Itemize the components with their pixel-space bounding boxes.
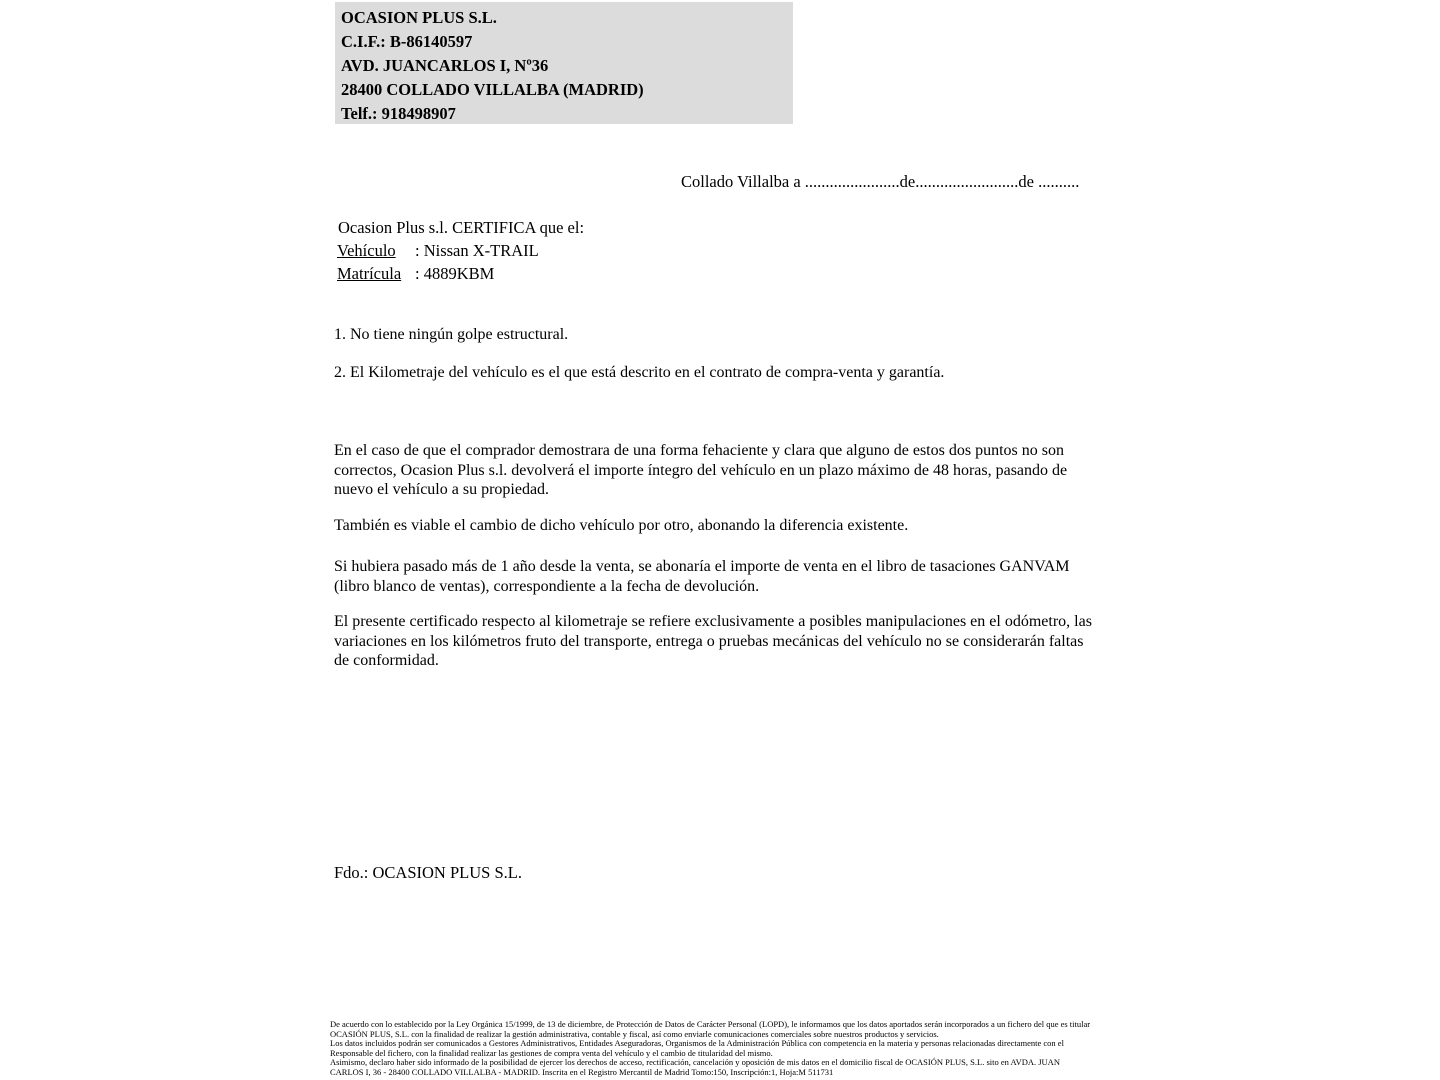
footer-line-3: Los datos incluidos podrán ser comunicados a Gestores Administrativos, Entidades Aseguradoras, Organismos de la Administración Pública con competencia en la materia y personas relacionadas directamente con el — [330, 1038, 1064, 1049]
footer-line-4: Responsable del fichero, con la finalidad realizar las gestiones de compra venta del vehículo y el cambio de titularidad del mismo. — [330, 1047, 773, 1058]
condition-point-2: 2. El Kilometraje del vehículo es el que está descrito en el contrato de compra-venta y garantía. — [334, 364, 945, 381]
condition-point-1: 1. No tiene ningún golpe estructural. — [334, 326, 569, 343]
plate-row — [337, 264, 494, 284]
paragraph-exchange-option: También es viable el cambio de dicho vehículo por otro, abonando la diferencia existente. — [334, 517, 909, 534]
legal-footer — [330, 1020, 1090, 1078]
company-cif: C.I.F.: B-86140597 — [341, 32, 473, 51]
paragraph-refund-policy: En el caso de que el comprador demostrara de una forma fehaciente y clara que alguno de estos dos puntos no son correctos, Ocasion Plus s.l. devolverá el importe íntegro del vehículo en un plazo máximo de 48 horas, pasando de nuevo el vehículo a su propiedad. — [334, 442, 1068, 498]
company-phone: Telf.: 918498907 — [341, 104, 456, 123]
vehicle-value: : Nissan X-TRAIL — [415, 241, 539, 260]
footer-line-2: OCASIÓN PLUS, S.L. con la finalidad de realizar la gestión administrativa, contable y fiscal, así como enviarle comunicaciones comerciales sobre nuestros productos y servicios. — [330, 1028, 939, 1039]
certify-intro: Ocasion Plus s.l. CERTIFICA que el: — [338, 218, 585, 237]
company-name: OCASION PLUS S.L. — [341, 8, 497, 27]
vehicle-label: Vehículo — [337, 241, 396, 260]
company-city: 28400 COLLADO VILLALBA (MADRID) — [341, 80, 644, 99]
footer-line-1: De acuerdo con lo establecido por la Ley Orgánica 15/1999, de 13 de diciembre, de Protección de Datos de Carácter Personal (LOPD), le informamos que los datos aportados serán incorporados a un fichero del que es titular — [330, 1019, 1091, 1029]
company-header-box — [335, 2, 793, 124]
signature-line: Fdo.: OCASION PLUS S.L. — [334, 863, 522, 882]
date-line: Collado Villalba a .......................de.........................de .......... — [681, 172, 1080, 191]
paragraph-odometer-disclaimer: El presente certificado respecto al kilometraje se refiere exclusivamente a posibles manipulaciones en el odómetro, las variaciones en los kilómetros fruto del transporte, entrega o pruebas mecánicas del vehículo no se considerarán faltas de conformidad. — [334, 613, 1092, 669]
company-address: AVD. JUANCARLOS I, Nº36 — [341, 56, 549, 75]
plate-label: Matrícula — [337, 264, 402, 283]
paragraph-ganvam-valuation: Si hubiera pasado más de 1 año desde la venta, se abonaría el importe de venta en el libro de tasaciones GANVAM (libro blanco de ventas), correspondiente a la fecha de devolución. — [334, 558, 1070, 595]
footer-line-6: CARLOS I, 36 - 28400 COLLADO VILLALBA - MADRID. Inscrita en el Registro Mercantil de Madrid Tomo:150, Inscripción:1, Hoja:M 511731 — [330, 1066, 834, 1077]
vehicle-row — [337, 241, 539, 261]
footer-line-5: Asimismo, declaro haber sido informado de la posibilidad de ejercer los derechos de acceso, rectificación, cancelación y oposición de mis datos en el domicilio fiscal de OCASIÓN PLUS, S.L. sito en AVDA. JUAN — [330, 1057, 1060, 1068]
plate-value: : 4889KBM — [415, 264, 495, 283]
